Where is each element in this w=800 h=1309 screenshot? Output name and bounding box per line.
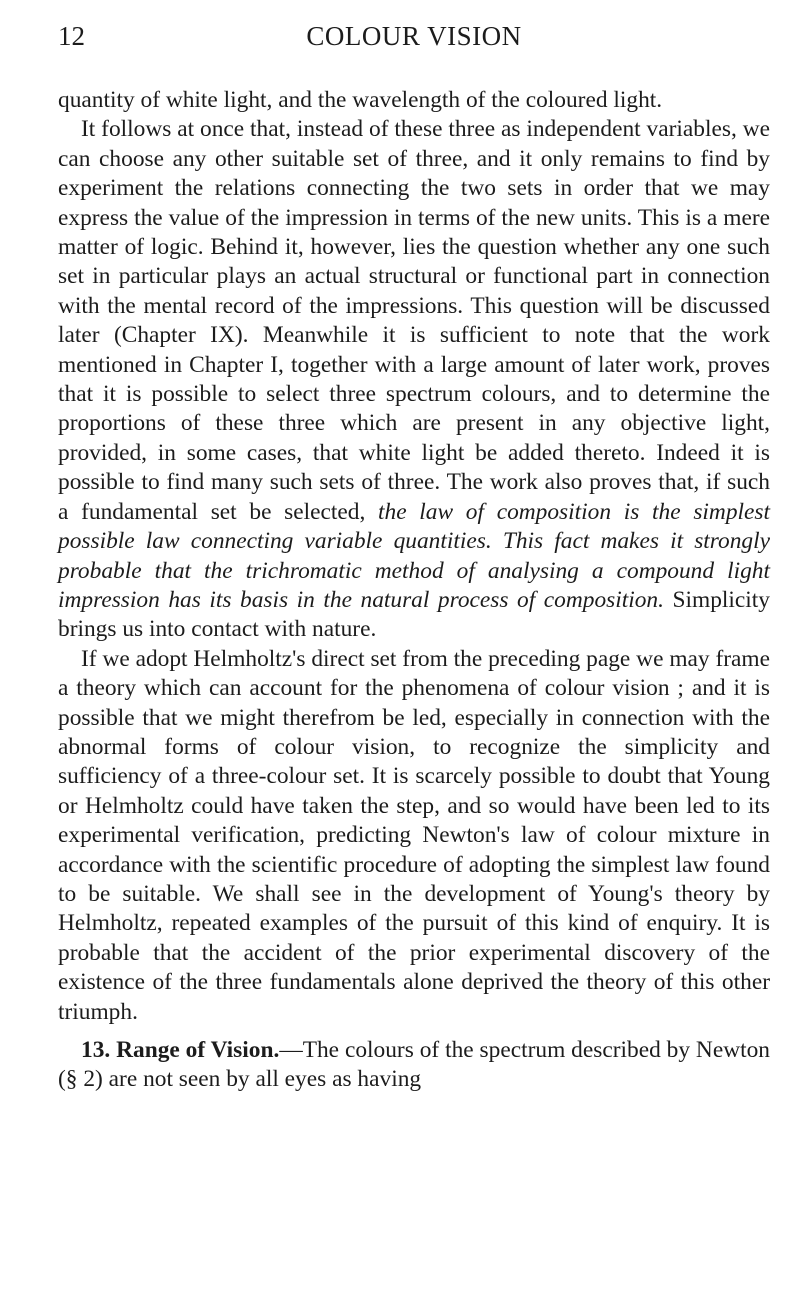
section-heading: 13. Range of Vision.: [81, 1037, 280, 1063]
paragraph-trichromatic-law: [58, 115, 770, 644]
page-number: 12: [58, 21, 85, 51]
running-title: COLOUR VISION: [306, 21, 522, 51]
paragraph-continued: quantity of white light, and the wavelength of the coloured light.: [58, 87, 663, 113]
running-head: [58, 16, 770, 56]
italic-emphasis: the law of composition is the simplest possible law connecting variable quantities. This fact makes it strongly probable that the trichromatic method of analysing a compound light impression has its basis in the natural process of composition.: [58, 498, 770, 613]
section-text: —The colours of the spectrum described by Newton (§ 2) are not seen by all eyes as having: [58, 1037, 770, 1093]
paragraph-text: It follows at once that, instead of these three as independent variables, we can choose any other suitable set of three, and it only remains to find by experiment the relations connecting the two sets in order that we may express the value of the impression in terms of the new units. This is a mere matter of logic. Behind it, however, lies the question whether any one such set in particular plays an actual structural or functional part in connection with the mental record of the impressions. This question will be discussed later (Chapter IX). Meanwhile it is sufficient to note that the work mentioned in Chapter I, together with a large amount of later work, proves that it is possible to select three spectrum colours, and to determine the proportions of these three which are present in any objective light, provided, in some cases, that white light be added thereto. Indeed it is possible to find many such sets of three. The work also proves that, if such a fundamental set be selected,: [58, 116, 770, 525]
paragraph-text-end: Simplicity brings us into contact with nature.: [58, 586, 770, 643]
body-text: [58, 86, 770, 1095]
paragraph-helmholtz: If we adopt Helmholtz's direct set from the preceding page we may frame a theory which can account for the phenomena of colour vision ; and it is possible that we might therefrom be led, especially in connection with the abnormal forms of colour vision, to recognize the simplicity and sufficiency of a three-colour set. It is scarcely possible to doubt that Young or Helmholtz could have taken the step, and so would have been led to its experimental verification, predicting Newton's law of colour mixture in accordance with the scientific procedure of adopting the simplest law found to be suitable. We shall see in the development of Young's theory by Helmholtz, repeated examples of the pursuit of this kind of enquiry. It is probable that the accident of the prior experimental discovery of the existence of the three fundamentals alone deprived the theory of this other triumph.: [58, 645, 770, 1025]
section-13-paragraph: [58, 1036, 770, 1095]
